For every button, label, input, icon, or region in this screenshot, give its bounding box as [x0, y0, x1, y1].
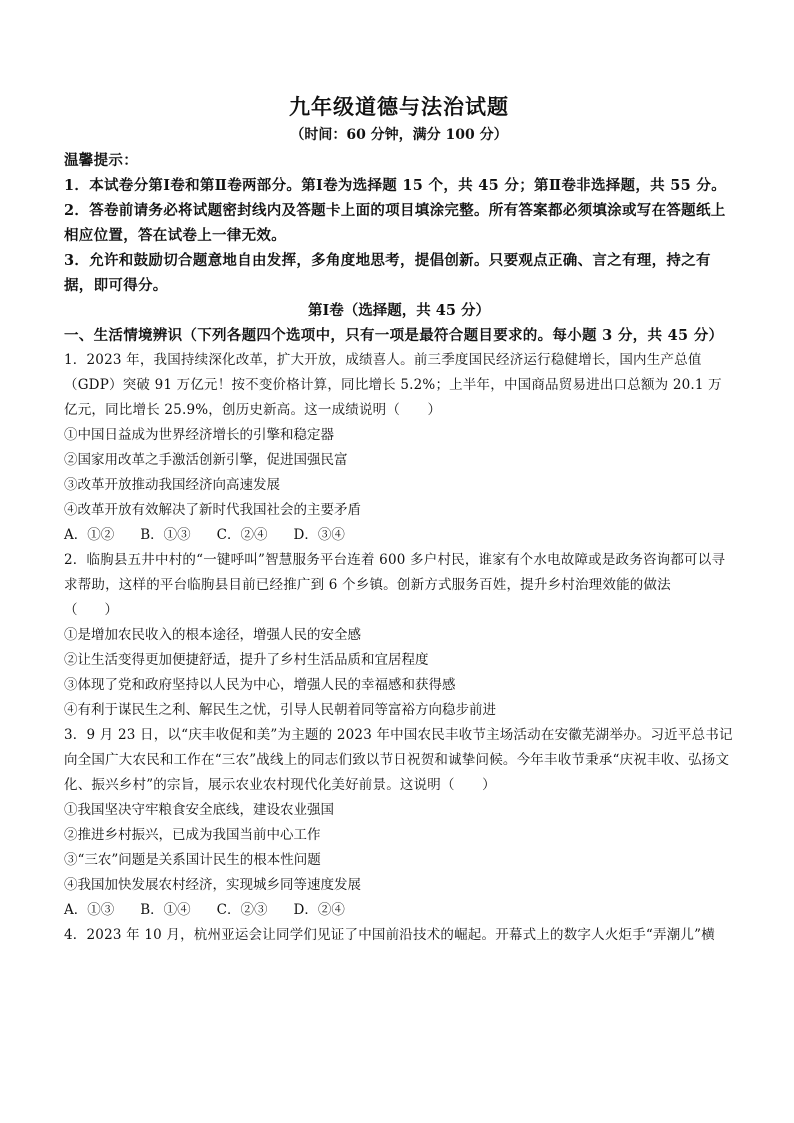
answer-choice: C．②③	[216, 902, 268, 918]
answer-choices	[64, 523, 734, 548]
question-option: ①我国坚决守牢粮食安全底线，建设农业强国	[64, 802, 334, 818]
answer-choice: D．②④	[293, 902, 345, 918]
question-option: ④改革开放有效解决了新时代我国社会的主要矛盾	[64, 502, 361, 518]
exam-page	[64, 92, 734, 948]
answer-choice: B．①④	[140, 902, 191, 918]
question-stem: 2．临朐县五井中村的“一键呼叫”智慧服务平台连着 600 多户村民，谁家有个水电故障或是政务咨询都可以寻求帮助，这样的平台临朐县目前已经推广到 6 个乡镇。创新方式服务百姓，提升乡村治理效能的做法	[64, 552, 726, 593]
question-stem: 4．2023 年 10 月，杭州亚运会让同学们见证了中国前沿技术的崛起。开幕式上的数字人火炬手“弄潮儿”横	[64, 927, 715, 943]
question-option: ③体现了党和政府坚持以人民为中心，增强人民的幸福感和获得感	[64, 677, 456, 693]
tips-heading: 温馨提示：	[64, 152, 138, 169]
question-option: ②国家用改革之手激活创新引擎，促进国强民富	[64, 452, 348, 468]
tip-item: 2．答卷前请务必将试题密封线内及答题卡上面的项目填涂完整。所有答案都必须填涂或写在答题纸上相应位置，答在试卷上一律无效。	[64, 202, 726, 244]
question-option: ②让生活变得更加便捷舒适，提升了乡村生活品质和宜居程度	[64, 652, 429, 668]
answer-blank: （ ）	[64, 602, 118, 618]
section-title: 第Ⅰ卷（选择题，共 45 分）	[307, 302, 491, 319]
exam-subtitle: （时间：60 分钟，满分 100 分）	[290, 127, 508, 143]
answer-choice: B．①③	[140, 527, 191, 543]
question-stem: 1．2023 年，我国持续深化改革，扩大开放，成绩喜人。前三季度国民经济运行稳健增长，国内生产总值（GDP）突破 91 万亿元！按不变价格计算，同比增长 5.2%；上半年，中国商品贸易进出口总额为 20.1 万亿元，同比增长 25.9%，创历史新高。这一成绩说明（ ）	[64, 352, 722, 418]
tip-item: 1．本试卷分第Ⅰ卷和第Ⅱ卷两部分。第Ⅰ卷为选择题 15 个，共 45 分；第Ⅱ卷非选择题，共 55 分。	[64, 177, 727, 194]
question-stem: 3．9 月 23 日，以“庆丰收促和美”为主题的 2023 年中国农民丰收节主场活动在安徽芜湖举办。习近平总书记向全国广大农民和工作在“三农”战线上的同志们致以节日祝贺和诚挚问候。今年丰收节秉承“庆祝丰收、弘扬文化、振兴乡村”的宗旨，展示农业农村现代化美好前景。这说明（ ）	[64, 727, 733, 793]
question-option: ③改革开放推动我国经济向高速发展	[64, 477, 280, 493]
answer-choice: D．③④	[293, 527, 345, 543]
question-option: ③“三农”问题是关系国计民生的根本性问题	[64, 852, 321, 868]
part-heading: 一、生活情境辨识（下列各题四个选项中，只有一项是最符合题目要求的。每小题 3 分，共 45 分）	[64, 327, 724, 344]
answer-choices	[64, 898, 734, 923]
question-option: ①是增加农民收入的根本途径，增强人民的安全感	[64, 627, 361, 643]
answer-choice: A．①②	[64, 527, 115, 543]
question-option: ④我国加快发展农村经济，实现城乡同等速度发展	[64, 877, 361, 893]
answer-choice: C．②④	[216, 527, 268, 543]
answer-choice: A．①③	[64, 902, 115, 918]
exam-title: 九年级道德与法治试题	[289, 94, 509, 119]
question-option: ②推进乡村振兴，已成为我国当前中心工作	[64, 827, 321, 843]
question-option: ①中国日益成为世界经济增长的引擎和稳定器	[64, 427, 334, 443]
question-option: ④有利于谋民生之利、解民生之忧，引导人民朝着同等富裕方向稳步前进	[64, 702, 496, 718]
tip-item: 3．允许和鼓励切合题意地自由发挥，多角度地思考，提倡创新。只要观点正确、言之有理，持之有据，即可得分。	[64, 252, 711, 294]
